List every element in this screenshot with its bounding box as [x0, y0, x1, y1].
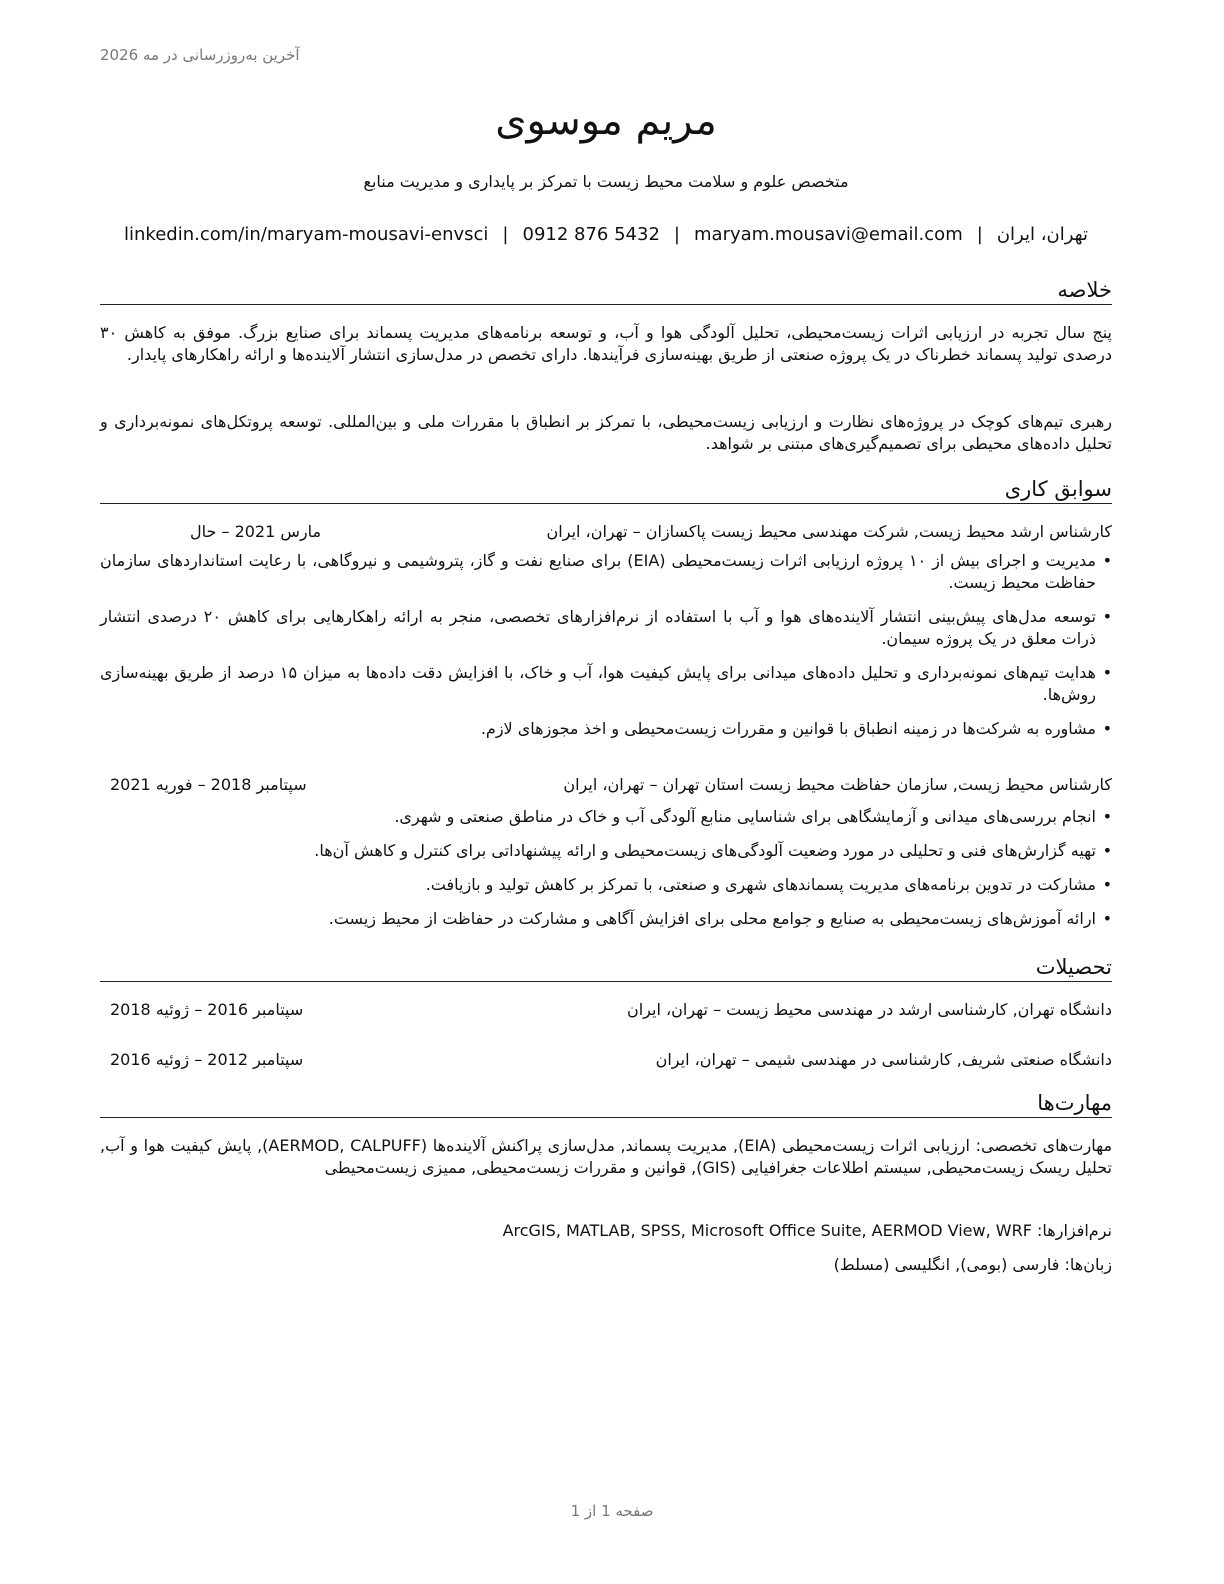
list-item: • توسعه مدل‌های پیش‌بینی انتشار آلاینده‌های هوا و آب با استفاده از نرم‌افزارهای تخصصی، منجر به ارائه راهکارهایی برای کاهش ۲۰ درصدی انتشار ذرات معلق در یک پروژه سیمان. — [100, 606, 1112, 650]
job-dates: مارس 2021 – حال — [190, 522, 322, 541]
education-item — [100, 999, 1112, 1021]
list-item: • مشارکت در تدوین برنامه‌های مدیریت پسماندهای شهری و صنعتی، با تمرکز بر کاهش تولید و بازیافت. — [100, 874, 1112, 896]
degree: دانشگاه تهران, کارشناسی ارشد در مهندسی محیط زیست – تهران، ایران — [626, 1000, 1112, 1019]
job-dates: سپتامبر 2018 – فوریه 2021 — [110, 775, 307, 794]
list-item: • مشاوره به شرکت‌ها در زمینه انطباق با قوانین و مقررات زیست‌محیطی و اخذ مجوزهای لازم. — [100, 718, 1112, 740]
separator: | — [673, 224, 680, 245]
list-item: • انجام بررسی‌های میدانی و آزمایشگاهی برای شناسایی منابع آلودگی آب و خاک در مناطق صنعتی و شهری. — [100, 806, 1112, 828]
separator: | — [976, 224, 983, 245]
list-item: • مدیریت و اجرای بیش از ۱۰ پروژه ارزیابی اثرات زیست‌محیطی (EIA) برای صنایع نفت و گاز، پتروشیمی و نیروگاهی، با رعایت استانداردهای سازمان حفاظت محیط زیست. — [100, 550, 1112, 594]
summary-paragraph: رهبری تیم‌های کوچک در پروژه‌های نظارت و ارزیابی زیست‌محیطی، با تمرکز بر انطباق با مقررات ملی و بین‌المللی. توسعه پروتکل‌های نمونه‌برداری و تحلیل داده‌های محیطی برای تصمیم‌گیری‌های مبتنی بر شواهد. — [100, 412, 1112, 453]
skills-specialized: مهارت‌های تخصصی: ارزیابی اثرات زیست‌محیطی (EIA), مدیریت پسماند, مدل‌سازی پراکنش آلاینده‌ها (AERMOD, CALPUFF), پایش کیفیت هوا و آب, تحلیل ریسک زیست‌محیطی, سیستم اطلاعات جغرافیایی (GIS), قوانین و مقررات زیست‌محیطی, ممیزی زیست‌محیطی — [100, 1136, 1113, 1177]
page-number: صفحه 1 از 1 — [570, 1502, 654, 1520]
resume-page — [100, 0, 1112, 1584]
education-dates: سپتامبر 2012 – ژوئیه 2016 — [110, 1050, 304, 1069]
section-heading-skills: مهارت‌ها — [100, 1090, 1112, 1118]
skills-languages: زبان‌ها: فارسی (بومی), انگلیسی (مسلط) — [833, 1255, 1112, 1274]
contact-email[interactable]: maryam.mousavi@email.com — [694, 224, 963, 245]
degree: دانشگاه صنعتی شریف, کارشناسی در مهندسی شیمی – تهران، ایران — [655, 1050, 1112, 1069]
list-item: • ارائه آموزش‌های زیست‌محیطی به صنایع و جوامع محلی برای افزایش آگاهی و مشارکت در حفاظت از محیط زیست. — [100, 908, 1112, 930]
education-item — [100, 1049, 1112, 1071]
job-header — [100, 521, 1112, 543]
contact-linkedin[interactable]: linkedin.com/in/maryam-mousavi-envsci — [124, 224, 489, 245]
separator: | — [502, 224, 509, 245]
summary-paragraph: پنج سال تجربه در ارزیابی اثرات زیست‌محیطی، تحلیل آلودگی هوا و آب، و توسعه برنامه‌های مدیریت پسماند برای صنایع بزرگ. موفق به کاهش ۳۰ درصدی تولید پسماند خطرناک در یک پروژه صنعتی از طریق بهینه‌سازی فرآیندها. دارای تخصص در مدل‌سازی انتشار آلاینده‌ها و ارائه راهکارهای پایدار. — [100, 323, 1112, 364]
section-heading-experience: سوابق کاری — [100, 476, 1112, 504]
job-title: کارشناس محیط زیست, سازمان حفاظت محیط زیست استان تهران – تهران، ایران — [563, 775, 1112, 794]
list-item: • هدایت تیم‌های نمونه‌برداری و تحلیل داده‌های میدانی برای پایش کیفیت هوا، آب و خاک، با افزایش دقت داده‌ها به میزان ۱۵ درصد از طریق بهینه‌سازی روش‌ها. — [100, 662, 1112, 706]
section-heading-education: تحصیلات — [100, 954, 1112, 982]
contact-phone[interactable]: 0912 876 5432 — [522, 224, 660, 245]
job-title: کارشناس ارشد محیط زیست, شرکت مهندسی محیط زیست پاکسازان – تهران، ایران — [546, 522, 1112, 541]
job-bullets — [100, 550, 1112, 740]
job-bullets — [100, 806, 1112, 930]
job-header — [100, 774, 1112, 796]
section-heading-summary: خلاصه — [100, 277, 1112, 305]
headline: متخصص علوم و سلامت محیط زیست با تمرکز بر پایداری و مدیریت منابع — [363, 172, 849, 191]
contact-line — [100, 224, 1112, 245]
last-updated: آخرین به‌روزرسانی در مه 2026 — [100, 46, 300, 64]
candidate-name: مریم موسوی — [495, 98, 717, 144]
education-dates: سپتامبر 2016 – ژوئیه 2018 — [110, 1000, 304, 1019]
list-item: • تهیه گزارش‌های فنی و تحلیلی در مورد وضعیت آلودگی‌های زیست‌محیطی و ارائه پیشنهاداتی برای کنترل و کاهش آن‌ها. — [100, 840, 1112, 862]
skills-software: نرم‌افزارها: ArcGIS, MATLAB, SPSS, Microsoft Office Suite, AERMOD View, WRF — [502, 1221, 1112, 1240]
contact-location: تهران، ایران — [996, 224, 1088, 245]
